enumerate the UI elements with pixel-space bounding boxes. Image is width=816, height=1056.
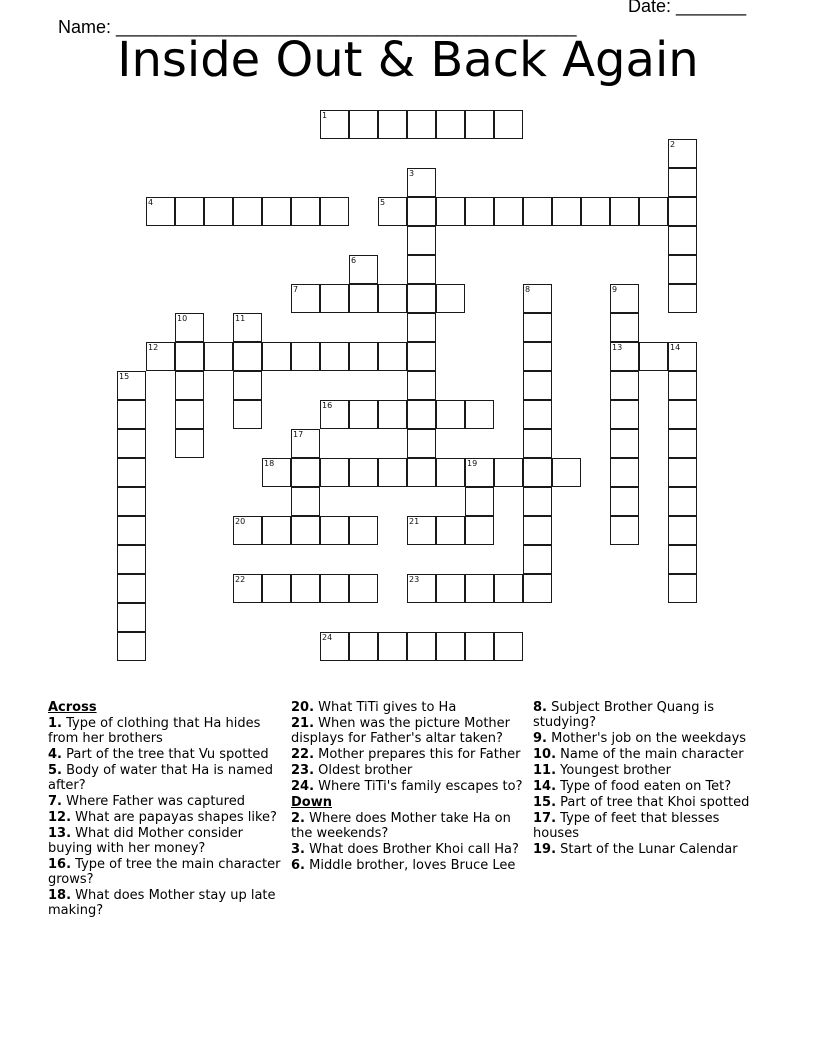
crossword-cell[interactable] [407,574,436,603]
crossword-cell[interactable] [668,139,697,168]
crossword-cell[interactable] [436,284,465,313]
crossword-cell[interactable] [291,574,320,603]
crossword-cell[interactable] [668,255,697,284]
crossword-cell[interactable] [407,313,436,342]
clue-number: 22 [235,575,246,584]
crossword-cell[interactable] [436,197,465,226]
crossword-cell[interactable] [523,516,552,545]
crossword-cell[interactable] [465,632,494,661]
crossword-cell[interactable] [117,603,146,632]
crossword-cell[interactable] [436,110,465,139]
crossword-cell[interactable] [349,255,378,284]
crossword-cell[interactable] [175,197,204,226]
crossword-cell[interactable] [117,574,146,603]
clue-down-10: 10. Name of the main character [533,747,744,762]
crossword-cell[interactable] [523,313,552,342]
clue-across-21: 21. When was the picture Mother displays for Father's altar taken? [291,716,510,746]
crossword-cell[interactable] [494,458,523,487]
crossword-cell[interactable] [291,487,320,516]
crossword-cell[interactable] [436,516,465,545]
clue-across-1: 1. Type of clothing that Ha hides from her brothers [48,716,261,746]
crossword-cell[interactable] [610,458,639,487]
crossword-cell[interactable] [175,371,204,400]
crossword-cell[interactable] [523,487,552,516]
crossword-cell[interactable] [465,516,494,545]
crossword-cell[interactable] [146,197,175,226]
clue-across-22: 22. Mother prepares this for Father [291,747,521,762]
crossword-cell[interactable] [291,284,320,313]
clue-across-16: 16. Type of tree the main character grows? [48,857,281,887]
crossword-cell[interactable] [349,400,378,429]
crossword-cell[interactable] [523,400,552,429]
crossword-cell[interactable] [407,168,436,197]
crossword-cell[interactable] [117,458,146,487]
crossword-cell[interactable] [407,632,436,661]
crossword-cell[interactable] [117,632,146,661]
clue-down-3: 3. What does Brother Khoi call Ha? [291,842,519,857]
crossword-cell[interactable] [349,342,378,371]
crossword-cell[interactable] [262,342,291,371]
crossword-cell[interactable] [349,574,378,603]
clues-column-3 [533,700,769,858]
clue-across-18: 18. What does Mother stay up late making? [48,888,276,918]
crossword-cell[interactable] [407,226,436,255]
crossword-cell[interactable] [291,458,320,487]
crossword-cell[interactable] [320,574,349,603]
crossword-cell[interactable] [117,429,146,458]
clue-number: 2 [670,140,676,149]
clue-number: 17 [293,430,304,439]
crossword-cell[interactable] [349,516,378,545]
clue-number: 19 [467,459,478,468]
clue-down-11: 11. Youngest brother [533,763,672,778]
crossword-cell[interactable] [668,168,697,197]
crossword-cell[interactable] [204,197,233,226]
crossword-cell[interactable] [465,400,494,429]
crossword-cell[interactable] [581,197,610,226]
crossword-cell[interactable] [117,400,146,429]
clue-number: 3 [409,169,415,178]
crossword-cell[interactable] [378,110,407,139]
crossword-cell[interactable] [610,487,639,516]
crossword-cell[interactable] [407,458,436,487]
crossword-cell[interactable] [407,110,436,139]
crossword-cell[interactable] [610,284,639,313]
crossword-cell[interactable] [320,197,349,226]
crossword-cell[interactable] [233,342,262,371]
clue-number: 4 [148,198,154,207]
across-heading: Across [48,700,97,715]
crossword-cell[interactable] [436,632,465,661]
crossword-cell[interactable] [610,371,639,400]
clues-column-2 [291,700,527,874]
crossword-cell[interactable] [494,110,523,139]
clue-number: 6 [351,256,357,265]
crossword-cell[interactable] [233,197,262,226]
crossword-cell[interactable] [378,342,407,371]
clue-number: 16 [322,401,333,410]
crossword-cell[interactable] [523,574,552,603]
crossword-cell[interactable] [639,342,668,371]
date-field-label: Date: _______ [628,0,747,16]
crossword-cell[interactable] [407,255,436,284]
crossword-cell[interactable] [523,342,552,371]
crossword-cell[interactable] [349,632,378,661]
crossword-cell[interactable] [552,458,581,487]
crossword-cell[interactable] [523,197,552,226]
clue-number: 20 [235,517,246,526]
crossword-cell[interactable] [291,342,320,371]
crossword-cell[interactable] [117,487,146,516]
clue-down-6: 6. Middle brother, loves Bruce Lee [291,858,516,873]
clue-across-24: 24. Where TiTi's family escapes to? [291,779,523,794]
crossword-cell[interactable] [291,516,320,545]
clue-number: 21 [409,517,420,526]
crossword-cell[interactable] [378,197,407,226]
clue-down-9: 9. Mother's job on the weekdays [533,731,747,746]
crossword-cell[interactable] [378,400,407,429]
clue-number: 10 [177,314,188,323]
clue-number: 9 [612,285,618,294]
crossword-cell[interactable] [523,429,552,458]
crossword-cell[interactable] [668,545,697,574]
clue-down-2: 2. Where does Mother take Ha on the weekends? [291,811,511,841]
clue-across-4: 4. Part of the tree that Vu spotted [48,747,269,762]
clue-number: 18 [264,459,275,468]
crossword-cell[interactable] [233,516,262,545]
crossword-cell[interactable] [320,400,349,429]
crossword-cell[interactable] [639,197,668,226]
crossword-cell[interactable] [320,458,349,487]
crossword-cell[interactable] [610,342,639,371]
clue-number: 11 [235,314,246,323]
crossword-cell[interactable] [523,371,552,400]
crossword-cell[interactable] [320,342,349,371]
clue-number: 24 [322,633,333,642]
clue-across-7: 7. Where Father was captured [48,794,245,809]
crossword-cell[interactable] [117,545,146,574]
crossword-cell[interactable] [349,284,378,313]
crossword-cell[interactable] [668,458,697,487]
crossword-cell[interactable] [233,313,262,342]
crossword-cell[interactable] [668,371,697,400]
crossword-cell[interactable] [378,284,407,313]
crossword-cell[interactable] [494,632,523,661]
crossword-cell[interactable] [117,371,146,400]
crossword-cell[interactable] [668,197,697,226]
name-field-label: Name: ______________________________________________ [58,17,577,37]
crossword-cell[interactable] [668,400,697,429]
down-heading: Down [291,795,332,810]
crossword-cell[interactable] [233,400,262,429]
crossword-cell[interactable] [349,110,378,139]
crossword-cell[interactable] [407,516,436,545]
crossword-cell[interactable] [204,342,233,371]
crossword-cell[interactable] [494,197,523,226]
crossword-cell[interactable] [436,458,465,487]
crossword-cell[interactable] [494,574,523,603]
crossword-cell[interactable] [436,574,465,603]
clue-number: 23 [409,575,420,584]
crossword-cell[interactable] [668,574,697,603]
crossword-cell[interactable] [668,284,697,313]
clue-number: 13 [612,343,623,352]
clue-across-13: 13. What did Mother consider buying with her money? [48,826,244,856]
crossword-cell[interactable] [523,545,552,574]
crossword-cell[interactable] [465,487,494,516]
crossword-cell[interactable] [233,574,262,603]
crossword-cell[interactable] [407,429,436,458]
clue-number: 1 [322,111,328,120]
crossword-cell[interactable] [668,487,697,516]
puzzle-title: Inside Out & Back Again [117,32,699,88]
clue-across-23: 23. Oldest brother [291,763,413,778]
clue-across-12: 12. What are papayas shapes like? [48,810,277,825]
clues-column-1 [48,700,284,919]
crossword-cell[interactable] [465,574,494,603]
crossword-cell[interactable] [320,516,349,545]
crossword-cell[interactable] [610,197,639,226]
crossword-cell[interactable] [262,458,291,487]
crossword-cell[interactable] [407,197,436,226]
clue-across-5: 5. Body of water that Ha is named after? [48,763,273,793]
clue-down-19: 19. Start of the Lunar Calendar [533,842,738,857]
crossword-cell[interactable] [175,342,204,371]
clue-number: 5 [380,198,386,207]
crossword-cell[interactable] [610,516,639,545]
crossword-cell[interactable] [668,516,697,545]
crossword-cell[interactable] [407,371,436,400]
crossword-cell[interactable] [320,284,349,313]
crossword-cell[interactable] [378,458,407,487]
crossword-cell[interactable] [552,197,581,226]
clue-number: 8 [525,285,531,294]
crossword-cell[interactable] [146,342,175,371]
crossword-cell[interactable] [320,632,349,661]
clue-down-8: 8. Subject Brother Quang is studying? [533,700,715,730]
crossword-cell[interactable] [407,342,436,371]
crossword-cell[interactable] [610,400,639,429]
crossword-cell[interactable] [465,197,494,226]
crossword-cell[interactable] [668,429,697,458]
crossword-cell[interactable] [262,197,291,226]
crossword-cell[interactable] [175,400,204,429]
crossword-cell[interactable] [320,110,349,139]
clue-down-17: 17. Type of feet that blesses houses [533,811,720,841]
crossword-cell[interactable] [262,516,291,545]
clue-number: 7 [293,285,299,294]
crossword-cell[interactable] [407,284,436,313]
crossword-cell[interactable] [668,226,697,255]
clue-across-20: 20. What TiTi gives to Ha [291,700,457,715]
crossword-cell[interactable] [117,516,146,545]
crossword-cell[interactable] [523,284,552,313]
crossword-cell[interactable] [175,429,204,458]
crossword-cell[interactable] [291,197,320,226]
clue-number: 14 [670,343,681,352]
clue-number: 15 [119,372,130,381]
crossword-cell[interactable] [668,342,697,371]
clue-down-14: 14. Type of food eaten on Tet? [533,779,732,794]
crossword-cell[interactable] [262,574,291,603]
crossword-cell[interactable] [465,110,494,139]
crossword-cell[interactable] [349,458,378,487]
crossword-cell[interactable] [407,400,436,429]
crossword-cell[interactable] [175,313,204,342]
crossword-cell[interactable] [610,313,639,342]
clue-down-15: 15. Part of tree that Khoi spotted [533,795,750,810]
crossword-cell[interactable] [436,400,465,429]
crossword-cell[interactable] [291,429,320,458]
crossword-cell[interactable] [233,371,262,400]
crossword-cell[interactable] [523,458,552,487]
crossword-cell[interactable] [610,429,639,458]
clue-number: 12 [148,343,159,352]
crossword-cell[interactable] [465,458,494,487]
crossword-cell[interactable] [378,632,407,661]
